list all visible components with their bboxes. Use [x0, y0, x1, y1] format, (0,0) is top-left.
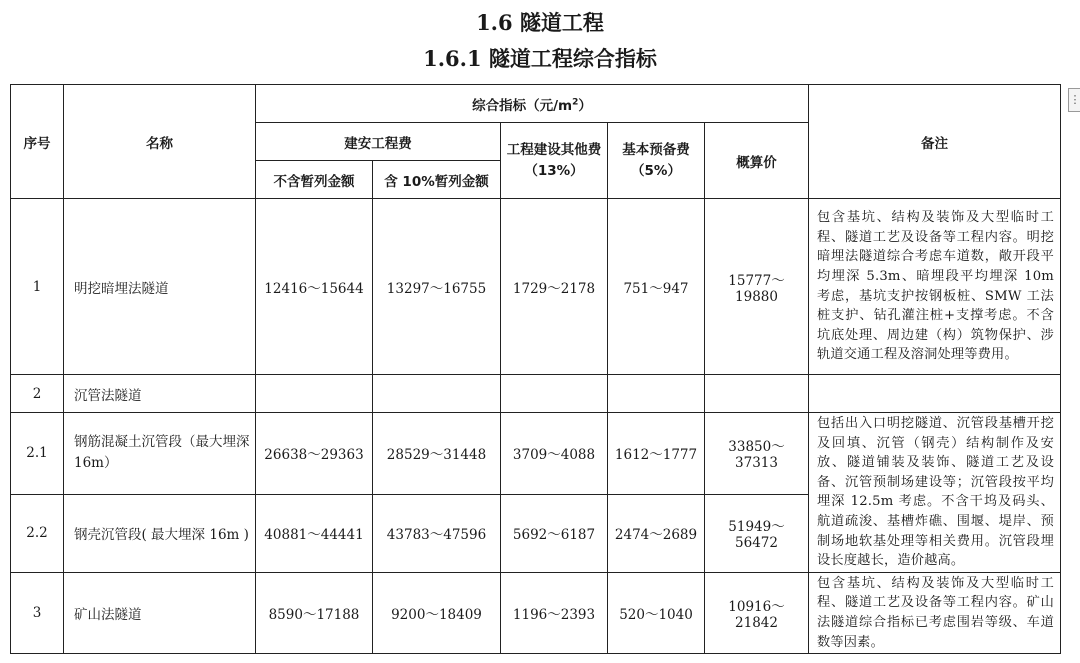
header-composite-sup: 2	[572, 97, 579, 107]
row-remark: 包含基坑、结构及装饰及大型临时工程、隧道工艺及设备等工程内容。矿山法隧道综合指标已考虑围岩等级、车道数等因素。	[809, 572, 1061, 653]
row-reserve	[608, 375, 705, 413]
row-seq: 1	[11, 199, 64, 375]
row-name: 钢筋混凝土沉管段（最大埋深 16m）	[64, 413, 256, 495]
row-excl: 26638～29363	[256, 413, 373, 495]
header-name: 名称	[64, 85, 256, 199]
row-remark	[809, 375, 1061, 413]
table-row	[11, 413, 1061, 495]
row-name: 钢壳沉管段( 最大埋深 16m )	[64, 494, 256, 572]
header-composite-label: 综合指标（元/m	[472, 97, 573, 114]
row-seq: 2	[11, 375, 64, 413]
row-reserve: 2474～2689	[608, 494, 705, 572]
row-reserve: 1612～1777	[608, 413, 705, 495]
table-row	[11, 572, 1061, 653]
row-remark: 包括出入口明挖隧道、沉管段基槽开挖及回填、沉管（钢壳）结构制作及安放、隧道铺装及装饰、隧道工艺及设备、沉管预制场建设等；沉管段按平均埋深 12.5m 考虑。不含干坞及码头、航道疏浚、基槽炸礁、围堰、堤岸、预制场地软基处理等相关费用。沉管段埋设长度越长，造价越高。	[809, 413, 1061, 573]
side-handle-icon[interactable]: ⋮	[1068, 88, 1080, 112]
header-incl-provisional: 含 10%暂列金额	[373, 161, 501, 199]
header-estimate: 概算价	[705, 123, 809, 199]
tunnel-indicator-table	[10, 84, 1061, 654]
row-seq: 2.2	[11, 494, 64, 572]
row-excl: 40881～44441	[256, 494, 373, 572]
row-incl: 13297～16755	[373, 199, 501, 375]
row-estimate: 10916～21842	[705, 572, 809, 653]
row-name: 明挖暗埋法隧道	[64, 199, 256, 375]
header-composite	[256, 85, 809, 123]
row-remark: 包含基坑、结构及装饰及大型临时工程、隧道工艺及设备等工程内容。明挖暗埋法隧道综合考虑车道数，敞开段平均埋深 5.3m、暗埋段平均埋深 10m 考虑，基坑支护按钢板桩、SMW 工法桩支护、钻孔灌注桩+支撑考虑。不含坑底处理、周边建（构）筑物保护、涉轨道交通工程及溶洞处理等费用。	[809, 199, 1061, 375]
header-remarks: 备注	[809, 85, 1061, 199]
table-row	[11, 375, 1061, 413]
row-estimate	[705, 375, 809, 413]
row-incl: 43783～47596	[373, 494, 501, 572]
row-other: 1196～2393	[501, 572, 608, 653]
row-excl: 12416～15644	[256, 199, 373, 375]
row-reserve: 751～947	[608, 199, 705, 375]
subsection-title: 1.6.1 隧道工程综合指标	[423, 46, 657, 71]
row-seq: 3	[11, 572, 64, 653]
row-other: 3709～4088	[501, 413, 608, 495]
header-row-1	[11, 85, 1061, 123]
row-excl: 8590～17188	[256, 572, 373, 653]
header-seq: 序号	[11, 85, 64, 199]
row-name: 沉管法隧道	[64, 375, 256, 413]
header-reserve: 基本预备费（5%）	[608, 123, 705, 199]
row-seq: 2.1	[11, 413, 64, 495]
table-row	[11, 199, 1061, 375]
row-incl	[373, 375, 501, 413]
row-other: 1729～2178	[501, 199, 608, 375]
header-composite-close: ）	[578, 97, 592, 114]
row-incl: 28529～31448	[373, 413, 501, 495]
row-other	[501, 375, 608, 413]
row-estimate: 33850～37313	[705, 413, 809, 495]
header-other-costs: 工程建设其他费（13%）	[501, 123, 608, 199]
row-estimate: 51949～56472	[705, 494, 809, 572]
header-construction: 建安工程费	[256, 123, 501, 161]
row-name: 矿山法隧道	[64, 572, 256, 653]
row-incl: 9200～18409	[373, 572, 501, 653]
row-excl	[256, 375, 373, 413]
row-estimate: 15777～19880	[705, 199, 809, 375]
row-other: 5692～6187	[501, 494, 608, 572]
section-title: 1.6 隧道工程	[476, 10, 604, 35]
header-excl-provisional: 不含暂列金额	[256, 161, 373, 199]
row-reserve: 520～1040	[608, 572, 705, 653]
